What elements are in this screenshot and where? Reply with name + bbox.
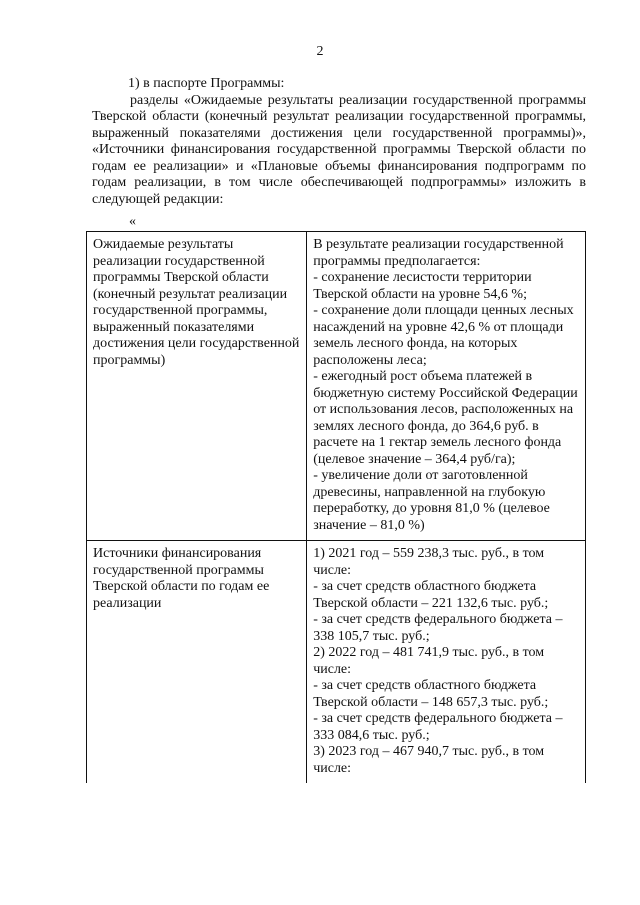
table-row xyxy=(87,541,586,784)
funding-line: 2) 2022 год – 481 741,9 тыс. руб., в том числе: xyxy=(313,645,545,677)
result-line: - увеличение доли от заготовленной древесины, направленной на глубокую переработку, до уровня 81,0 % (целевое значение – 81,0 %) xyxy=(313,468,550,533)
funding-line: - за счет средств областного бюджета Тверской области – 221 132,6 тыс. руб.; xyxy=(313,579,549,611)
row-content-expected-results xyxy=(307,232,586,541)
result-line: - сохранение доли площади ценных лесных насаждений на уровне 42,6 % от площади земель лесного фонда, на которых расположены леса; xyxy=(313,303,574,368)
funding-line: - за счет средств федерального бюджета – 333 084,6 тыс. руб.; xyxy=(313,711,563,743)
table-row xyxy=(87,232,586,541)
passport-table xyxy=(86,231,586,783)
funding-line: - за счет средств областного бюджета Тверской области – 148 657,3 тыс. руб.; xyxy=(313,678,549,710)
intro-paragraph: разделы «Ожидаемые результаты реализации государственной программы Тверской области (конечный результат реализации государственной программы, выраженный показателями достижения цели государственной программы)», «Источники финансирования государственной программы Тверской области по годам ее реализации» и «Плановые объемы финансирования подпрограмм по годам реализации, в том числе обеспечивающей подпрограммы» изложить в следующей редакции: xyxy=(92,92,586,207)
intro-item: 1) в паспорте Программы: xyxy=(128,76,285,91)
row-content-funding-sources xyxy=(307,541,586,784)
row-label-expected-results: Ожидаемые результаты реализации государственной программы Тверской области (конечный результат реализации государственной программы, выраженный показателями достижения цели государственной программы) xyxy=(87,232,307,541)
opening-quote: « xyxy=(129,214,136,229)
funding-line: - за счет средств федерального бюджета – 338 105,7 тыс. руб.; xyxy=(313,612,563,644)
row-label-funding-sources: Источники финансирования государственной программы Тверской области по годам ее реализации xyxy=(87,541,307,784)
intro-block xyxy=(92,76,586,208)
result-line: - сохранение лесистости территории Тверской области на уровне 54,6 %; xyxy=(313,270,532,302)
page-number: 2 xyxy=(316,44,324,59)
result-line: - ежегодный рост объема платежей в бюджетную систему Российской Федерации от использования лесов, расположенных на землях лесного фонда, до 364,6 руб. в расчете на 1 гектар земель лесного фонда (целевое значение – 364,4 руб/га); xyxy=(313,369,578,467)
funding-line: 1) 2021 год – 559 238,3 тыс. руб., в том числе: xyxy=(313,546,545,578)
result-line: В результате реализации государственной программы предполагается: xyxy=(313,237,564,269)
funding-line: 3) 2023 год – 467 940,7 тыс. руб., в том числе: xyxy=(313,744,545,776)
